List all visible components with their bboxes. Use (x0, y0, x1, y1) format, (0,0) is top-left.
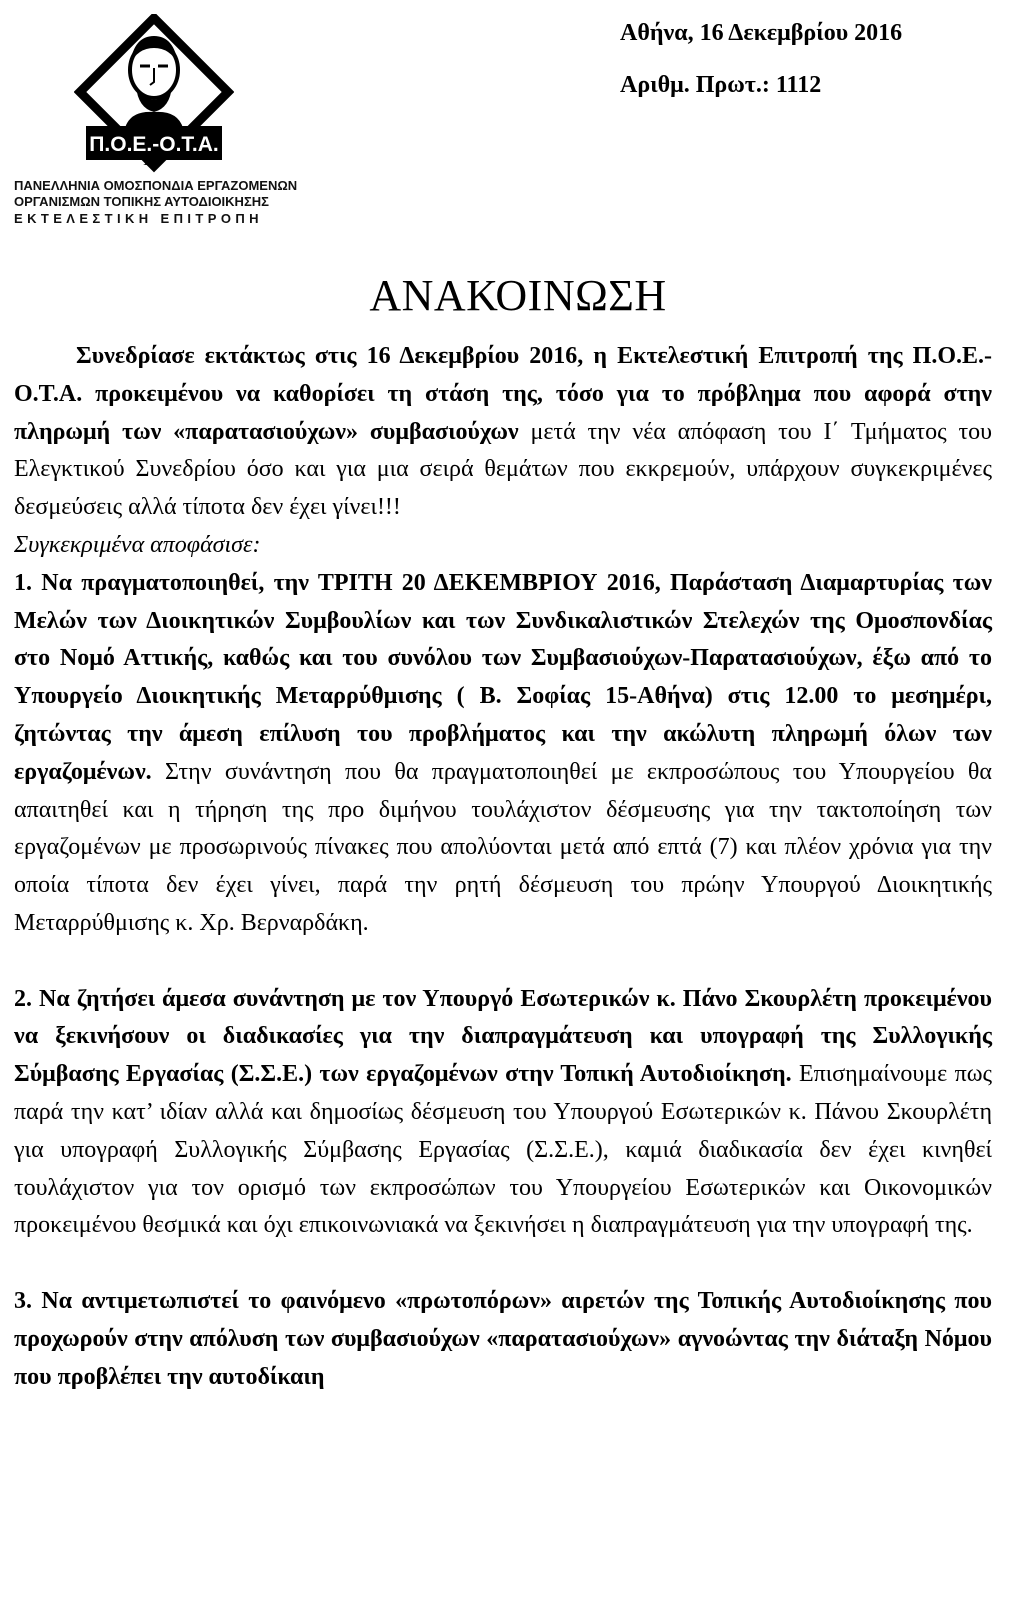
org-name-line-2: ΟΡΓΑΝΙΣΜΩΝ ΤΟΠΙΚΗΣ ΑΥΤΟΔΙΟΙΚΗΣΗΣ (14, 194, 269, 209)
logo-year: 1950 (143, 158, 161, 167)
document-date: Αθήνα, 16 Δεκεμβρίου 2016 (620, 20, 903, 46)
decision-item-1 (14, 565, 992, 943)
org-committee: ΕΚΤΕΛΕΣΤΙΚΗ ΕΠΙΤΡΟΠΗ (14, 211, 263, 226)
organization-name (14, 178, 314, 227)
org-name-line-1: ΠΑΝΕΛΛΗΝΙΑ ΟΜΟΣΠΟΝΔΙΑ ΕΡΓΑΖΟΜΕΝΩΝ (14, 178, 298, 193)
logo-text: Π.Ο.Ε.-Ο.Τ.Α. (89, 133, 219, 156)
logo-emblem (74, 14, 234, 174)
decisions-heading-text: Συγκεκριμένα αποφάσισε: (14, 531, 261, 558)
organization-logo (74, 14, 234, 174)
decisions-heading (14, 527, 992, 565)
item1-bold-text: 1. Να πραγματοποιηθεί, την ΤΡΙΤΗ 20 ΔΕΚΕΜΒΡΙΟΥ 2016, Παράσταση Διαμαρτυρίας των Μελών των Διοικητικών Συμβουλίων και των Συνδικαλιστικών Στελεχών της Ομοσπονδίας στο Νομό Αττικής, καθώς και του συνόλου των Συμβασιούχων-Παρατασιούχων, έξω από το Υπουργείο Διοικητικής Μεταρρύθμισης ( Β. Σοφίας 15-Αθήνα) στις 12.00 το μεσημέρι, ζητώντας την άμεση επίλυση του προβλήματος και την ακώλυτη πληρωμή όλων των εργαζομένων. (14, 569, 992, 785)
item2-bold-text: 2. Να ζητήσει άμεσα συνάντηση με τον Υπουργό Εσωτερικών κ. Πάνο Σκουρλέτη προκειμένου να ξεκινήσουν οι διαδικασίες για την διαπραγμάτευση και υπογραφή της Συλλογικής Σύμβασης Εργασίας (Σ.Σ.Ε.) των εργαζομένων στην Τοπική Αυτοδιοίκηση. (14, 985, 992, 1088)
protocol-number: Αριθμ. Πρωτ.: 1112 (620, 72, 822, 98)
intro-text: μετά την νέα απόφαση του Ι΄ Τμήματος του Ελεγκτικού Συνεδρίου όσο και για μια σειρά θεμάτων που εκκρεμούν, υπάρχουν συγκεκριμένες δεσμεύσεις αλλά τίποτα δεν έχει γίνει!!! (14, 418, 993, 521)
intro-bold-text: Συνεδρίασε εκτάκτως στις 16 Δεκεμβρίου 2016, η Εκτελεστική Επιτροπή της Π.Ο.Ε.-Ο.Τ.Α. προκειμένου να καθορίσει τη στάση της, τόσο για το πρόβλημα που αφορά στην πληρωμή των «παρατασιούχων» συμβασιούχων (14, 343, 992, 445)
item3-bold-text: 3. Να αντιμετωπιστεί το φαινόμενο «πρωτοπόρων» αιρετών της Τοπικής Αυτοδιοίκησης που προχωρούν στην απόλυση των συμβασιούχων «παρατασιούχων» αγνοώντας την διάταξη Νόμου που προβλέπει την αυτοδίκαιη (14, 1287, 992, 1390)
intro-paragraph (14, 338, 992, 527)
document-title: ΑΝΑΚΟΙΝΩΣΗ (369, 271, 667, 320)
spacer (14, 1245, 992, 1283)
document-meta (620, 20, 902, 124)
document-body (14, 338, 992, 1396)
decision-item-2 (14, 981, 992, 1246)
spacer (14, 943, 992, 981)
decision-item-3 (14, 1283, 992, 1396)
item2-text: Επισημαίνουμε πως παρά την κατ’ ιδίαν αλλά και δημοσίως δέσμευση του Υπουργού Εσωτερικών κ. Πάνου Σκουρλέτη για υπογραφή Συλλογικής Σύμβασης Εργασίας (Σ.Σ.Ε.), καμιά διαδικασία δεν έχει κινηθεί τουλάχιστον για τον ορισμό των εκπροσώπων του Υπουργείου Εσωτερικών και Οικονομικών προκειμένου θεσμικά και όχι επικοινωνιακά να ξεκινήσει η διαπραγμάτευση για την υπογραφή της. (14, 1061, 992, 1239)
item1-text: Στην συνάντηση που θα πραγματοποιηθεί με εκπροσώπους του Υπουργείου θα απαιτηθεί και η τήρηση της προ διμήνου τουλάχιστον δέσμευσης για την τακτοποίηση των εργαζομένων με προσωρινούς πίνακες που απολύονται μετά από επτά (7) και πλέον χρόνια για την οποία τίποτα δεν έχει γίνει, παρά την ρητή δέσμευση του πρώην Υπουργού Διοικητικής Μεταρρύθμισης κ. Χρ. Βερναρδάκη. (14, 758, 992, 936)
